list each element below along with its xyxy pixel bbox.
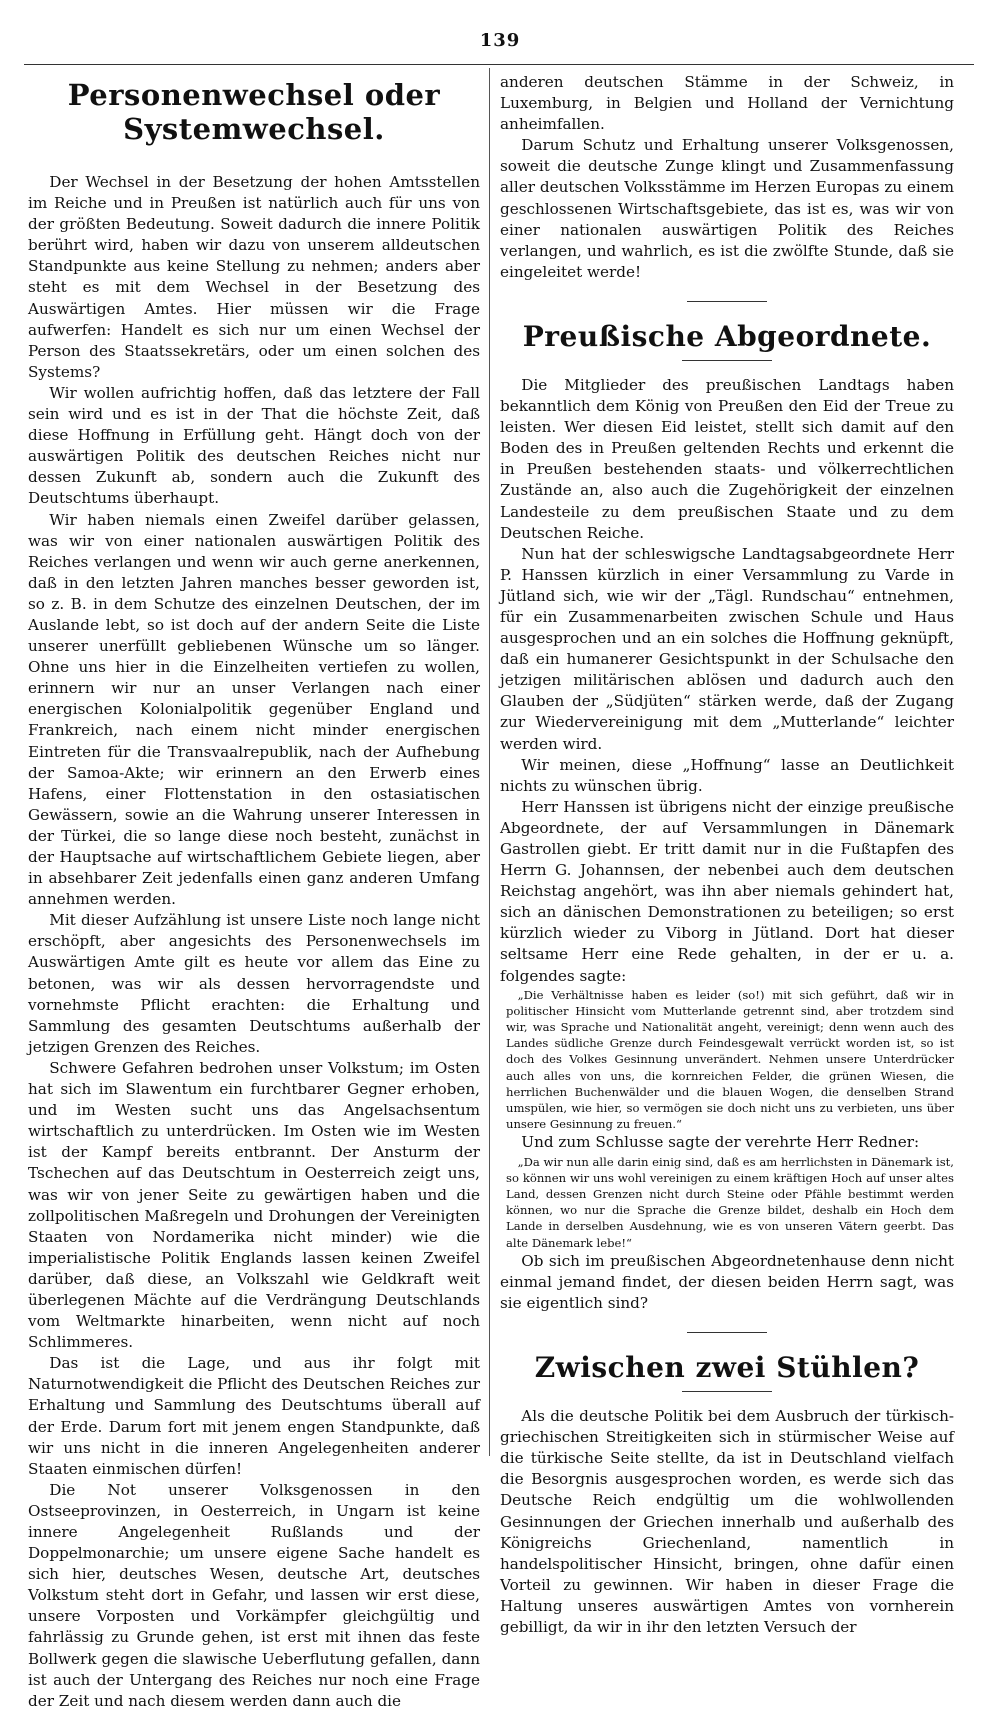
article-heading-zwischen-zwei-stuehlen: Zwischen zwei Stühlen?	[534, 1351, 920, 1385]
article-paragraph: Schwere Gefahren bedrohen unser Volkstum; im Osten hat sich im Slawentum ein furchtbarer Gegner erhoben, und im Westen sucht uns das Angelsachsentum wirtschaftlich zu unterdrücken. Im Osten wie im Westen ist der Kampf bereits entbrannt. Der Ansturm der Tschechen auf das Deutschtum in Oesterreich zeigt uns, was wir von jener Seite zu gewärtigen haben und die zollpolitischen Maßregeln und Drohungen der Vereinigten Staaten von Nordamerika nicht minder) wie die imperialistische Politik Englands lassen keinen Zweifel darüber, daß diese, an Volkszahl wie Geldkraft weit überlegenen Mächte auf die Verdrängung Deutschlands vom Weltmarkte hinarbeiten, wenn nicht auf noch Schlimmeres.	[28, 1058, 480, 1352]
right-column	[500, 72, 954, 1638]
article-paragraph: Ob sich im preußischen Abgeordnetenhause denn nicht einmal jemand findet, der diesen beiden Herrn sagt, was sie eigentlich sind?	[500, 1251, 954, 1312]
article-paragraph: Als die deutsche Politik bei dem Ausbruch der türkisch-griechischen Streitigkeiten sich in stürmischer Weise auf die türkische Seite stellte, da ist in Deutschland vielfach die Besorgnis ausgesprochen worden, es werde sich das Deutsche Reich endgültig um die wohlwollenden Gesinnungen der Griechen innerhalb und außerhalb des Königreichs Griechenland, namentlich in handelspolitischer Hinsicht, bringen, ohne dafür einen Vorteil zu gewinnen. Wir haben in dieser Frage die Haltung unseres auswärtigen Amtes von vornherein gebilligt, da wir in ihr den letzten Versuch der	[500, 1407, 954, 1637]
speech-quote: „Die Verhältnisse haben es leider (so!) mit sich geführt, daß wir in politischer Hinsicht vom Mutterlande getrennt sind, aber trotzdem sind wir, was Sprache und Nationalität angeht, vereinigt; denn wenn auch des Landes südliche Grenze durch Feindesgewalt verrückt worden ist, so ist doch des Volkes Gesinnung unverändert. Nehmen unsere Unterdrücker auch alles von uns, die kornreichen Felder, die grünen Wiesen, die herrlichen Buchenwälder und die blauen Wogen, die denselben Strand umspülen, wie hier, so vermögen sie doch nicht uns zu verbieten, uns über unsere Gesinnung zu freuen.“	[506, 987, 954, 1132]
page-number: 139	[479, 30, 521, 51]
left-column	[28, 72, 480, 1712]
speech-quote: „Da wir nun alle darin einig sind, daß es am herrlichsten in Dänemark ist, so können wir uns wohl vereinigen zu einem kräftigen Hoch auf unser altes Land, dessen Grenzen nicht durch Steine oder Pfähle bestimmt werden können, wo nur die Sprache die Grenze bildet, deshalb ein Hoch dem Lande in derselben Ausdehnung, wie es von unseren Vätern geerbt. Das alte Dänemark lebe!“	[506, 1154, 954, 1250]
article-paragraph: Der Wechsel in der Besetzung der hohen Amtsstellen im Reiche und in Preußen ist natürlich auch für uns von der größten Bedeutung. Soweit dadurch die innere Politik berührt wird, haben wir dazu von unserem alldeutschen Standpunkte aus keine Stellung zu nehmen; anders aber steht es mit dem Wechsel in der Besetzung des Auswärtigen Amtes. Hier müssen wir die Frage aufwerfen: Handelt es sich nur um einen Wechsel der Person des Staatssekretärs, oder um einen solchen des Systems?	[28, 173, 480, 381]
article-separator	[687, 301, 767, 302]
article-paragraph: Wir haben niemals einen Zweifel darüber gelassen, was wir von einer nationalen auswärtigen Politik des Reiches verlangen und wenn wir auch gerne anerkennen, daß in den letzten Jahren manches besser geworden ist, so z. B. in dem Schutze des einzelnen Deutschen, der im Auslande lebt, so ist doch auf der andern Seite die Liste unserer unerfüllt gebliebenen Wünsche um so länger. Ohne uns hier in die Einzelheiten vertiefen zu wollen, erinnern wir nur an unser Verlangen nach einer energischen Kolonialpolitik gegenüber England und Frankreich, nach einem nicht minder energischen Eintreten für die Transvaalrepublik, nach der Aufhebung der Samoa-Akte; wir erinnern an den Erwerb eines Hafens, einer Flottenstation in den ostasiatischen Gewässern, sowie an die Wahrung unserer Interessen in der Türkei, die so lange diese noch besteht, zunächst in der Hauptsache auf wirtschaftlichem Gebiete liegen, aber in absehbarer Zeit jedenfalls einen ganz anderen Umfang annehmen werden.	[28, 510, 480, 909]
article-paragraph: Die Mitglieder des preußischen Landtags haben bekanntlich dem König von Preußen den Eid der Treue zu leisten. Wer diesen Eid leistet, stellt sich damit auf den Boden des in Preußen geltenden Rechts und erkennt die in Preußen bestehenden staats- und völkerrechtlichen Zustände an, also auch die Zugehörigkeit der einzelnen Landesteile zu dem preußischen Staate und zu dem Deutschen Reiche.	[500, 375, 954, 542]
continuation-paragraph: anderen deutschen Stämme in der Schweiz, in Luxemburg, in Belgien und Holland der Vernichtung anheimfallen.	[500, 73, 954, 134]
column-divider	[489, 68, 490, 1456]
heading-rule	[682, 1391, 772, 1392]
article-heading-personenwechsel: Personenwechsel oder Systemwechsel.	[67, 78, 441, 146]
top-rule	[24, 64, 974, 65]
article-paragraph: Wir wollen aufrichtig hoffen, daß das letztere der Fall sein wird und es ist in der That die höchste Zeit, daß diese Hoffnung in Erfüllung geht. Hängt doch von der auswärtigen Politik des deutschen Reiches nicht nur dessen Zukunft ab, sondern auch die Zukunft des Deutschtums überhaupt.	[28, 383, 480, 508]
continuation-paragraph: Darum Schutz und Erhaltung unserer Volksgenossen, soweit die deutsche Zunge klingt und Zusammenfassung aller deutschen Volksstämme im Herzen Europas zu einem geschlossenen Wirtschaftsgebiete, das ist es, was wir von einer nationalen auswärtigen Politik des Reiches verlangen, und wahrlich, es ist die zwölfte Stunde, daß sie eingeleitet werde!	[500, 136, 954, 281]
heading-rule	[682, 360, 772, 361]
article-paragraph: Wir meinen, diese „Hoffnung“ lasse an Deutlichkeit nichts zu wünschen übrig.	[500, 755, 954, 795]
faded-subline	[28, 148, 480, 172]
article-paragraph: Das ist die Lage, und aus ihr folgt mit Naturnotwendigkeit die Pflicht des Deutschen Reiches zur Erhaltung und Sammlung des Deutschtums überall auf der Erde. Darum fort mit jenem engen Standpunkte, daß wir uns nicht in die inneren Angelegenheiten anderer Staaten einmischen dürfen!	[28, 1354, 480, 1478]
article-paragraph: Und zum Schlusse sagte der verehrte Herr Redner:	[521, 1133, 920, 1152]
article-paragraph: Nun hat der schleswigsche Landtagsabgeordnete Herr P. Hanssen kürzlich in einer Versammlung zu Varde in Jütland sich, wie wir der „Tägl. Rundschau“ entnehmen, für ein Zusammenarbeiten zwischen Schule und Haus ausgesprochen und an ein solches die Hoffnung geknüpft, daß ein humanerer Gesichtspunkt in der Schulsache den jetzigen militärischen ablösen und dadurch auch den Glauben der „Südjüten“ stärken werde, daß der Zugang zur Wiedervereinigung mit dem „Mutterlande“ leichter werden wird.	[500, 544, 954, 753]
article-paragraph: Herr Hanssen ist übrigens nicht der einzige preußische Abgeordnete, der auf Versammlungen in Dänemark Gastrollen giebt. Er tritt damit nur in die Fußtapfen des Herrn G. Johannsen, der nebenbei auch dem deutschen Reichstag angehört, was ihn aber niemals gehindert hat, sich an dänischen Demonstrationen zu beteiligen; so erst kürzlich wieder zu Viborg in Jütland. Dort hat dieser seltsame Herr eine Rede gehalten, in der er u. a. folgendes sagte:	[500, 797, 954, 985]
article-heading-preussische-abgeordnete: Preußische Abgeordnete.	[522, 319, 932, 353]
article-paragraph: Die Not unserer Volksgenossen in den Ostseeprovinzen, in Oesterreich, in Ungarn ist keine innere Angelegenheit Rußlands und der Doppelmonarchie; um unsere eigene Sache handelt es sich hier, deutsches Wesen, deutsche Art, deutsches Volkstum steht dort in Gefahr, und lassen wir erst diese, unsere Vorposten und Vorkämpfer gleichgültig und fahrlässig zu Grunde gehen, ist erst mit ihnen das feste Bollwerk gegen die slawische Ueberflutung gefallen, dann ist auch der Untergang des Reiches nur noch eine Frage der Zeit und nach diesem werden dann auch die	[28, 1480, 480, 1710]
article-paragraph: Mit dieser Aufzählung ist unsere Liste noch lange nicht erschöpft, aber angesichts des Personenwechsels im Auswärtigen Amte gilt es heute vor allem das Eine zu betonen, was wir als dessen hervorragendste und vornehmste Pflicht erachten: die Erhaltung und Sammlung des gesamten Deutschtums außerhalb der jetzigen Grenzen des Reiches.	[28, 911, 480, 1056]
article-separator	[687, 1332, 767, 1333]
